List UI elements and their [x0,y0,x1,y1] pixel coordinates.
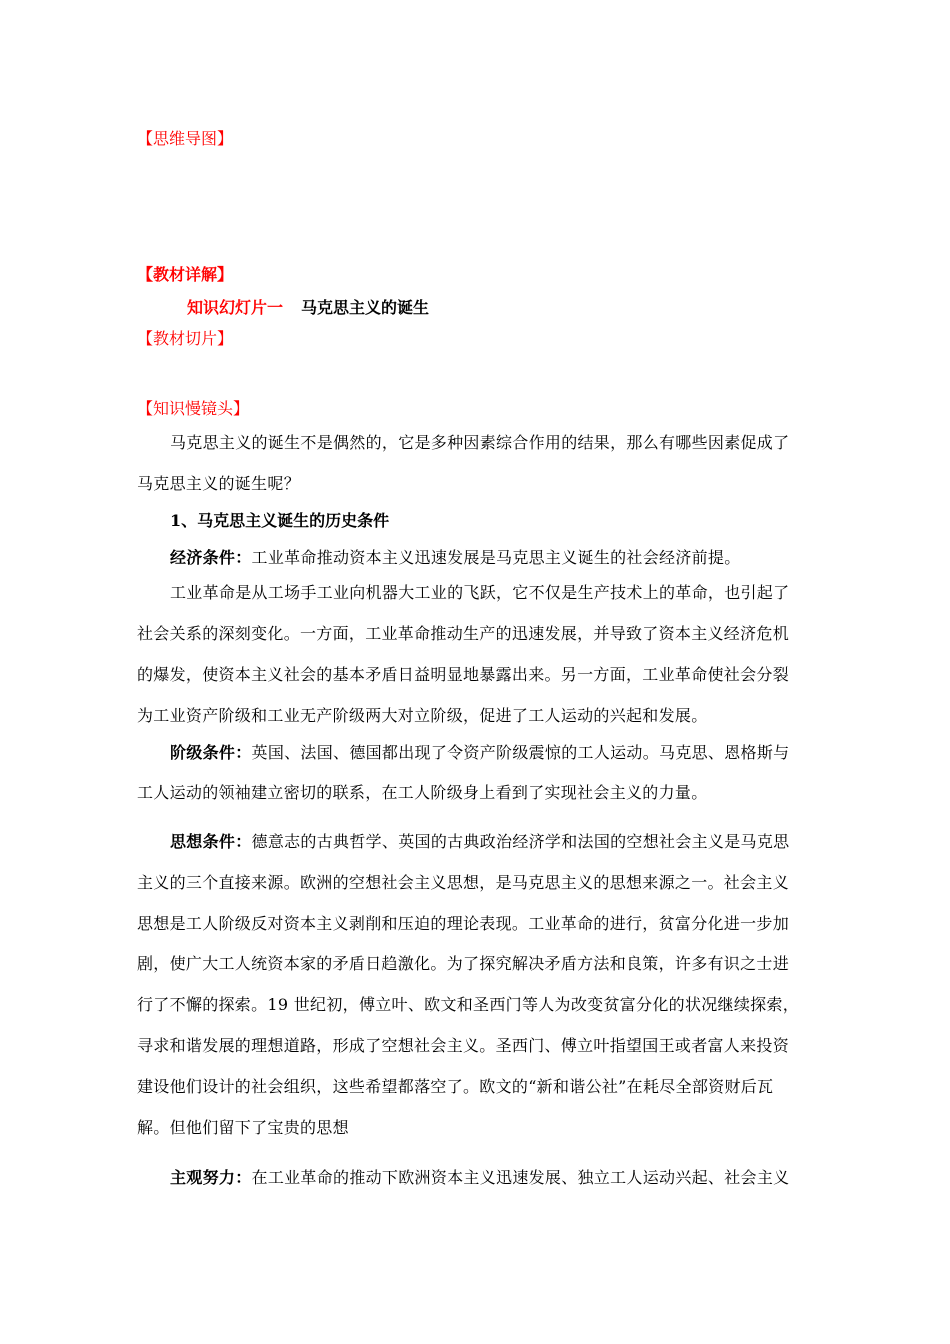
class-line-2: 工人运动的领袖建立密切的联系，在工人阶级身上看到了实现社会主义的力量。 [137,783,708,802]
thought-line-4: 行了不懈的探索。19 世纪初，傅立叶、欧文和圣西门等人为改变贫富分化的状况继续探索， [137,995,800,1014]
subjective-effort-line [170,1165,846,1188]
economic-para-line-4: 为工业资产阶级和工业无产阶级两大对立阶级，促进了工人运动的兴起和发展。 [137,706,708,725]
intro-line-2: 马克思主义的诞生呢？ [137,474,301,493]
economic-para-line-1: 工业革命是从工场手工业向机器大工业的飞跃，它不仅是生产技术上的革命，也引起了 [170,583,790,602]
thought-line-6: 建设他们设计的社会组织，这些希望都落空了。欧文的“新和谐公社”在耗尽全部资财后瓦 [137,1077,774,1096]
slow-lens-heading: 【知识慢镜头】 [137,399,250,418]
thought-text: 德意志的古典哲学、英国的古典政治经济学和法国的空想社会主义是马克思 [251,832,790,851]
slide-title [187,295,429,318]
mind-map-heading: 【思维导图】 [137,129,234,148]
economic-condition-line [170,545,846,568]
intro-line-1: 马克思主义的诞生不是偶然的，它是多种因素综合作用的结果，那么有哪些因素促成了 [170,433,790,452]
slide-title-prefix: 知识幻灯片一 [187,298,284,317]
textbook-slice-heading: 【教材切片】 [137,329,234,348]
textbook-detail-heading: 【教材详解】 [137,265,234,284]
thought-line-2: 思想是工人阶级反对资本主义剥削和压迫的理论表现。工业革命的进行，贫富分化进一步加 [137,914,790,933]
class-text: 英国、法国、德国都出现了令资产阶级震惊的工人运动。马克思、恩格斯与 [251,743,790,762]
subjective-label: 主观努力： [170,1168,252,1187]
subjective-text: 在工业革命的推动下欧洲资本主义迅速发展、独立工人运动兴起、社会主义 [251,1168,790,1187]
thought-line-1: 主义的三个直接来源。欧洲的空想社会主义思想，是马克思主义的思想来源之一。社会主义 [137,873,790,892]
class-condition-line [170,740,846,763]
section1-title: 1、马克思主义诞生的历史条件 [170,511,390,530]
economic-para-line-3: 的爆发，使资本主义社会的基本矛盾日益明显地暴露出来。另一方面，工业革命使社会分裂 [137,665,790,684]
thought-label: 思想条件： [170,832,252,851]
economic-para-line-2: 社会关系的深刻变化。一方面，工业革命推动生产的迅速发展，并导致了资本主义经济危机 [137,624,790,643]
economic-text: 工业革命推动资本主义迅速发展是马克思主义诞生的社会经济前提。 [251,548,741,567]
slide-title-main: 马克思主义的诞生 [301,298,430,317]
thought-line-3: 剧，使广大工人统资本家的矛盾日趋激化。为了探究解决矛盾方法和良策，许多有识之士进 [137,954,790,973]
thought-line-5: 寻求和谐发展的理想道路，形成了空想社会主义。圣西门、傅立叶指望国王或者富人来投资 [137,1036,790,1055]
class-label: 阶级条件： [170,743,252,762]
economic-label: 经济条件： [170,548,252,567]
thought-condition-line [170,829,846,852]
thought-line-7: 解。但他们留下了宝贵的思想 [137,1118,349,1137]
